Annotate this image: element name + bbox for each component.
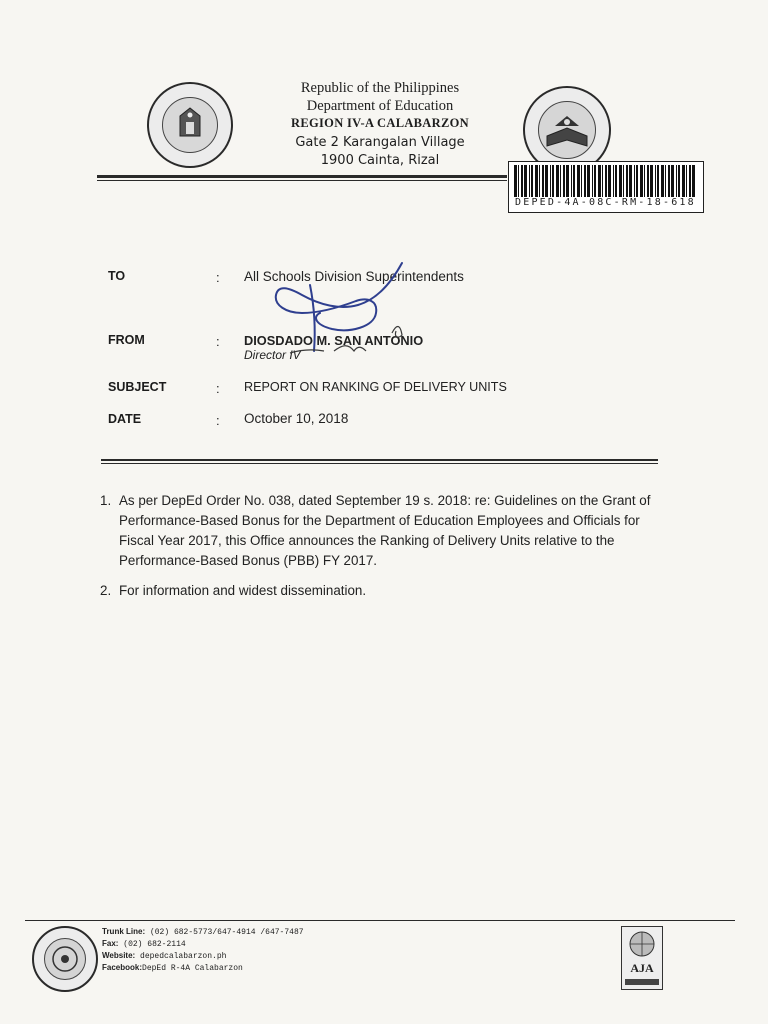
footer-divider [25, 920, 735, 921]
header-republic: Republic of the Philippines [300, 80, 460, 96]
aja-logo-text: AJA [630, 961, 654, 975]
header-address-2: 1900 Cainta, Rizal [320, 153, 440, 168]
header-divider-thin [97, 180, 507, 181]
trunk-value: (02) 682-5773/647-4914 /647-7487 [149, 928, 304, 937]
paragraph-2-number: 2. [100, 583, 112, 598]
paragraph-1-number: 1. [100, 493, 112, 508]
to-colon: : [216, 270, 220, 285]
facebook-label: Facebook: [102, 963, 143, 972]
memo-divider [101, 459, 658, 461]
subject-colon: : [216, 381, 220, 396]
from-value: DIOSDADO M. SAN ANTONIO [244, 333, 424, 348]
book-emblem-icon [525, 88, 609, 172]
paragraph-2: For information and widest dissemination. [119, 583, 367, 598]
barcode [508, 161, 704, 213]
handwritten-signature [250, 255, 430, 375]
to-label: TO [108, 269, 126, 283]
date-label: DATE [108, 412, 142, 426]
barcode-bars [512, 165, 700, 197]
paragraph-1: As per DepEd Order No. 038, dated September 19 s. 2018: re: Guidelines on the Grant of Performance-Based Bonus for the Department of Education Employees and Officials for Fiscal Year 2017, this Office announces the Ranking of Delivery Units relative to the Performance-Based Bonus (PBB) FY 2017. [119, 493, 651, 568]
aja-logo [621, 926, 663, 990]
memo-divider-thin [101, 463, 658, 464]
from-colon: : [216, 334, 220, 349]
footer-contact [102, 926, 304, 974]
from-label: FROM [108, 333, 145, 347]
header-divider [97, 175, 507, 178]
footer-seal-icon [34, 928, 96, 990]
website-label: Website: [102, 951, 136, 960]
fax-label: Fax: [102, 939, 119, 948]
to-value: All Schools Division Superintendents [244, 269, 464, 284]
facebook-value: DepEd R-4A Calabarzon [142, 964, 243, 973]
trunk-label: Trunk Line: [102, 927, 146, 936]
footer-seal [32, 926, 98, 992]
subject-label: SUBJECT [108, 380, 167, 394]
header-department: Department of Education [306, 98, 454, 114]
website-value: depedcalabarzon.ph [140, 952, 227, 961]
date-colon: : [216, 413, 220, 428]
fax-value: (02) 682-2114 [123, 940, 186, 949]
deped-seal-left [147, 82, 233, 168]
date-value: October 10, 2018 [244, 411, 349, 426]
seal-emblem-icon [149, 84, 231, 166]
subject-value: REPORT ON RANKING OF DELIVERY UNITS [244, 380, 507, 394]
globe-icon [622, 929, 662, 959]
barcode-number: DEPED-4A-08C-RM-18-618 [515, 197, 696, 208]
from-title: Director IV [244, 348, 301, 362]
header-region: REGION IV-A CALABARZON [291, 116, 469, 130]
header-address-1: Gate 2 Karangalan Village [295, 135, 465, 150]
